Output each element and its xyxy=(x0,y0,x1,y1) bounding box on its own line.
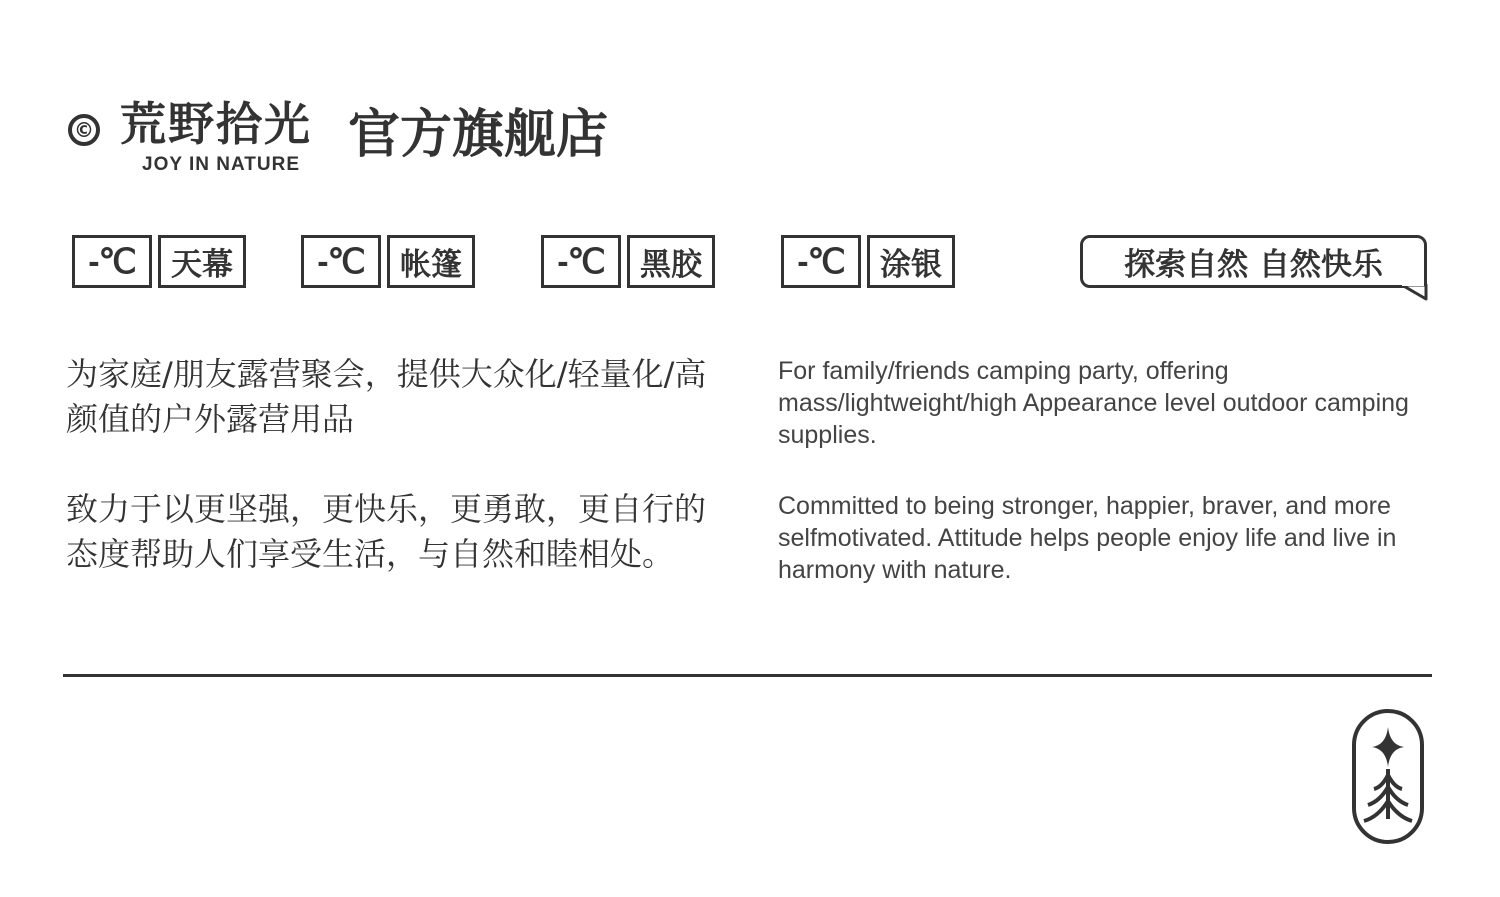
tag-pair-tent xyxy=(301,235,475,288)
slogan-bubble xyxy=(1080,235,1427,288)
tag-label: 帐篷 xyxy=(387,235,475,288)
tag-pair-black-coating xyxy=(541,235,715,288)
tag-temp: -℃ xyxy=(781,235,861,288)
tag-temp: -℃ xyxy=(301,235,381,288)
copyright-logo-icon: © xyxy=(68,114,100,146)
tag-label: 涂银 xyxy=(867,235,955,288)
tag-pair-silver-coating xyxy=(781,235,955,288)
tag-temp: -℃ xyxy=(72,235,152,288)
store-title: 官方旗舰店 xyxy=(348,105,609,165)
tag-label: 天幕 xyxy=(158,235,246,288)
tag-label: 黑胶 xyxy=(627,235,715,288)
tag-temp: -℃ xyxy=(541,235,621,288)
divider-line xyxy=(63,674,1432,677)
brand-name-cn: 荒野拾光 xyxy=(120,97,312,151)
speech-bubble-tail-icon xyxy=(1402,283,1428,301)
brand-name-en: JOY IN NATURE xyxy=(142,154,300,175)
description-cn-2: 致力于以更坚强，更快乐，更勇敢，更自行的态度帮助人们享受生活，与自然和睦相处。 xyxy=(66,490,707,573)
tag-pair-canopy xyxy=(72,235,246,288)
description-en-1: For family/friends camping party, offering mass/lightweight/high Appearance level outdoor camping supplies. xyxy=(778,357,1409,449)
description-cn-1: 为家庭/朋友露营聚会，提供大众化/轻量化/高颜值的户外露营用品 xyxy=(66,355,707,438)
star-tree-emblem-icon xyxy=(1352,709,1424,844)
slogan-text: 探索自然 自然快乐 xyxy=(1124,247,1383,283)
description-en-2: Committed to being stronger, happier, braver, and more selfmotivated. Attitude helps people enjoy life and live in harmony with nature. xyxy=(778,492,1397,584)
